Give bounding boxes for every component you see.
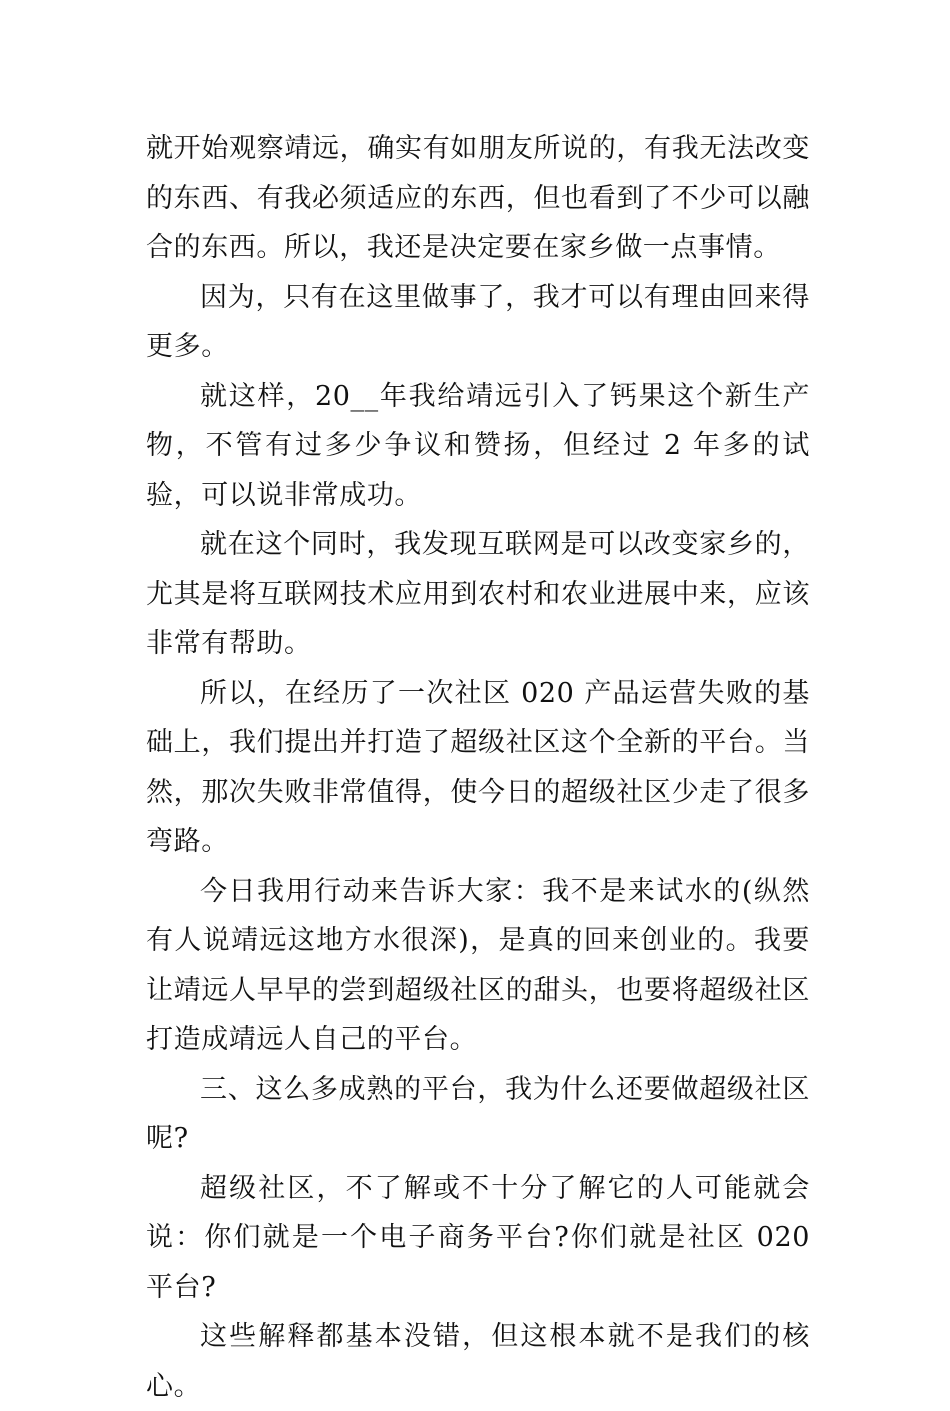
paragraph: 超级社区，不了解或不十分了解它的人可能就会说：你们就是一个电子商务平台?你们就是社区 020 平台? bbox=[146, 1172, 810, 1303]
paragraph: 就这样，20__年我给靖远引入了钙果这个新生产物，不管有过多少争议和赞扬，但经过 2 年多的试验，可以说非常成功。 bbox=[146, 380, 810, 511]
paragraph: 因为，只有在这里做事了，我才可以有理由回来得更多。 bbox=[146, 281, 810, 362]
body-text bbox=[146, 124, 810, 1411]
paragraph: 这些解释都基本没错，但这根本就不是我们的核心。 bbox=[146, 1321, 810, 1402]
paragraph: 就在这个同时，我发现互联网是可以改变家乡的，尤其是将互联网技术应用到农村和农业进展中来，应该非常有帮助。 bbox=[146, 529, 810, 659]
paragraph: 就开始观察靖远，确实有如朋友所说的，有我无法改变的东西、有我必须适应的东西，但也看到了不少可以融合的东西。所以，我还是决定要在家乡做一点事情。 bbox=[146, 133, 810, 263]
paragraph: 所以，在经历了一次社区 020 产品运营失败的基础上，我们提出并打造了超级社区这个全新的平台。当然，那次失败非常值得，使今日的超级社区少走了很多弯路。 bbox=[146, 677, 810, 857]
paragraph: 今日我用行动来告诉大家：我不是来试水的(纵然有人说靖远这地方水很深)，是真的回来创业的。我要让靖远人早早的尝到超级社区的甜头，也要将超级社区打造成靖远人自己的平台。 bbox=[146, 875, 810, 1055]
section-heading: 三、这么多成熟的平台，我为什么还要做超级社区呢? bbox=[146, 1073, 810, 1154]
